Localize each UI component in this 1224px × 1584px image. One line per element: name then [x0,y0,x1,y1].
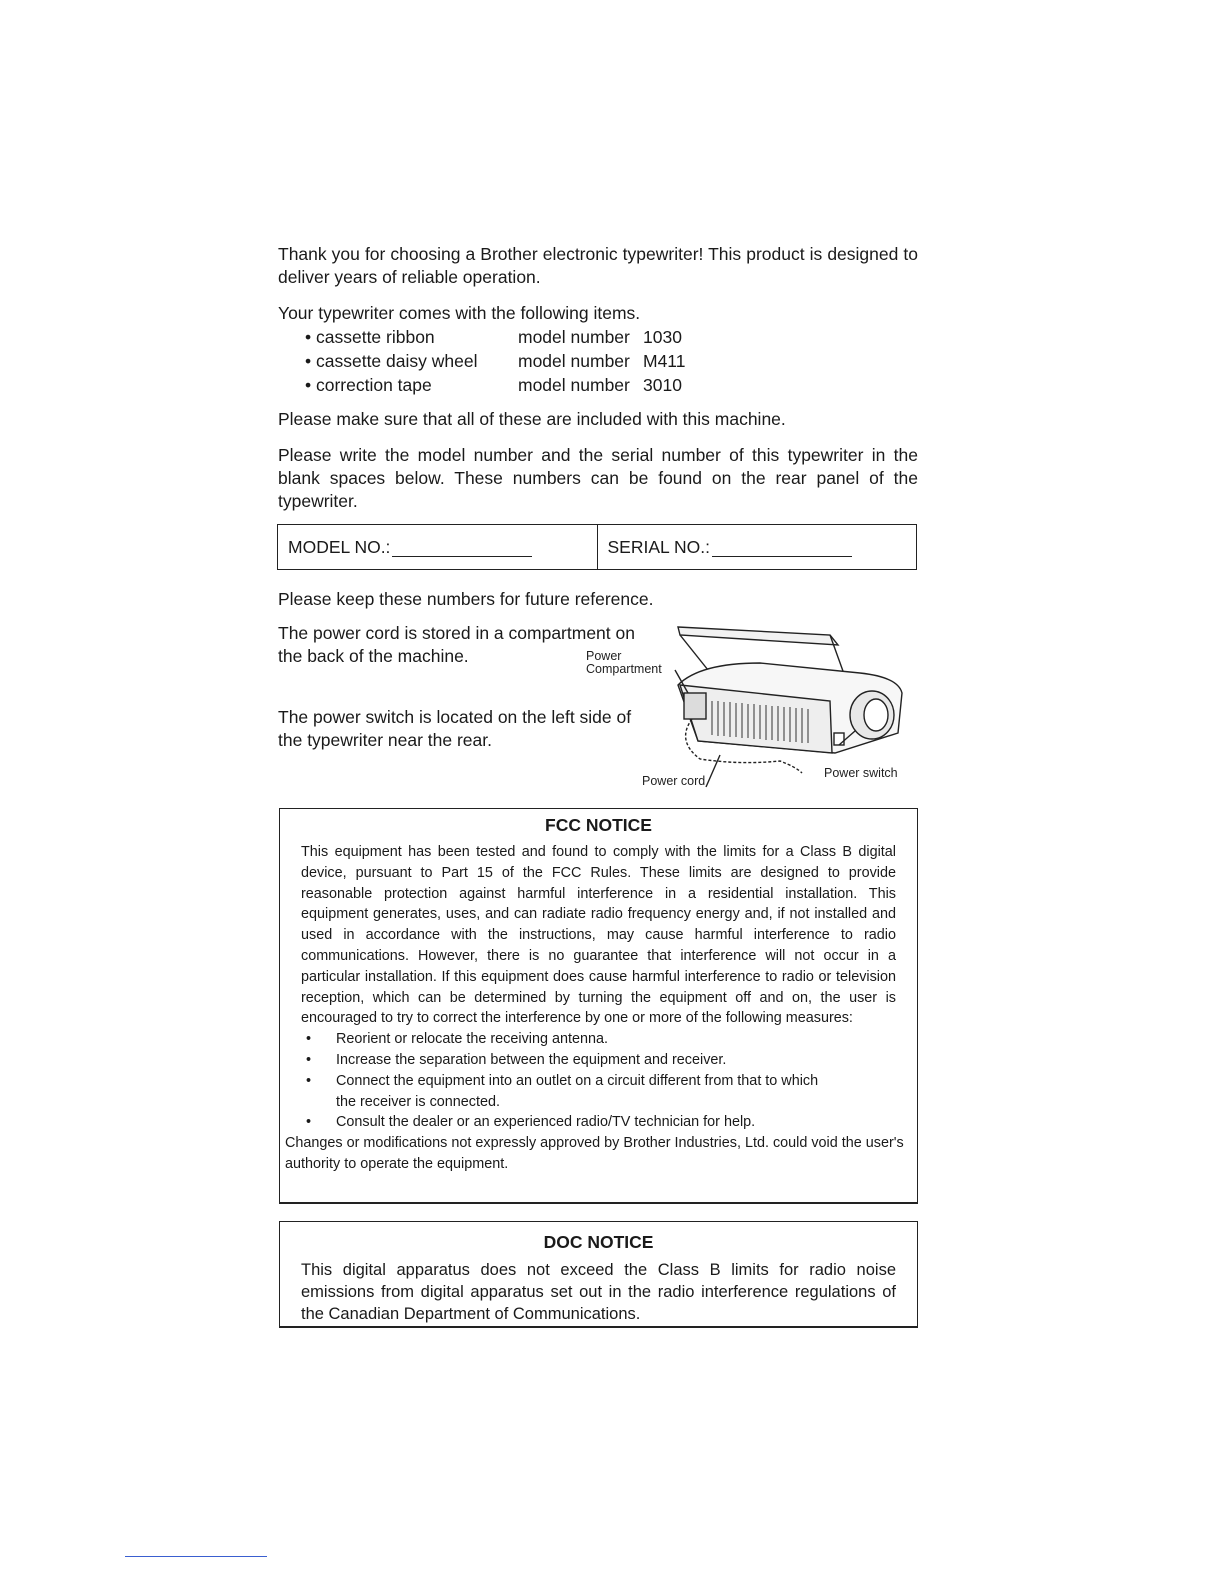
doc-notice-title: DOC NOTICE [543,1232,654,1252]
fcc-notice-body: This equipment has been tested and found to comply with the limits for a Class B digital device, pursuant to Part 15 of the FCC Rules. These limits are designed to provide reasonable protection against harmful interference in a residential installation. This equipment generates, uses, and can radiate radio frequency energy and, if not installed and used in accordance with the instructions, may cause harmful interference to radio communications. However, there is no guarantee that interference will not occur in a particular installation. If this equipment does cause harmful interference to radio or television reception, which can be determined by turning the equipment off and on, the user is encouraged to try to correct the interference by one or more of the following measures: [301,844,896,1027]
check-items-paragraph: Please make sure that all of these are included with this machine. [278,409,786,429]
keep-numbers-paragraph: Please keep these numbers for future reference. [278,589,654,609]
write-numbers-paragraph: Please write the model number and the serial number of this typewriter in the blank spaces below. These numbers can be found on the rear panel of the typewriter. [278,445,918,511]
model-number-label: MODEL NO.: [288,536,391,557]
power-compartment-label [586,650,662,676]
list-item [305,325,685,349]
item-model-number: M411 [643,351,686,371]
intro-paragraph: Thank you for choosing a Brother electronic typewriter! This product is designed to deliver years of reliable operation. [278,244,918,287]
fcc-closing-text: Changes or modifications not expressly approved by Brother Industries, Ltd. could void the user's authority to operate the equipment. [285,1135,904,1172]
list-item: • Consult the dealer or an experienced radio/TV technician for help. [306,1112,836,1133]
fcc-measures-list [280,1029,917,1133]
model-number-field[interactable] [278,525,597,569]
doc-notice-box [279,1221,918,1328]
item-name: • correction tape [305,375,432,395]
list-item [305,349,685,373]
model-number-blank [392,538,532,557]
item-name: • cassette daisy wheel [305,351,478,371]
footnote-rule [125,1556,267,1557]
fcc-notice-title: FCC NOTICE [545,815,652,835]
list-item: • Connect the equipment into an outlet on a circuit different from that to which the receiver is connected. [306,1071,836,1113]
serial-number-blank [712,538,852,557]
doc-notice-body: This digital apparatus does not exceed the Class B limits for radio noise emissions from digital apparatus set out in the radio interference regulations of the Canadian Department of Communications. [301,1261,896,1323]
item-model-number: 1030 [643,327,682,347]
list-item: • Increase the separation between the equipment and receiver. [306,1050,836,1071]
power-compartment-label-line1: Power [586,649,622,663]
list-item [305,373,685,397]
serial-number-field[interactable] [597,525,917,569]
registration-box [277,524,917,570]
power-cord-paragraph: The power cord is stored in a compartment on the back of the machine. [278,623,635,666]
serial-number-label: SERIAL NO.: [607,536,710,557]
fcc-notice-box [279,808,918,1204]
item-model-label: model number [518,351,630,371]
power-cord-label: Power cord [642,774,706,788]
list-item: • Reorient or relocate the receiving antenna. [306,1029,836,1050]
item-model-label: model number [518,375,630,395]
item-model-label: model number [518,327,630,347]
power-compartment-label-line2: Compartment [586,662,662,676]
items-intro: Your typewriter comes with the following items. [278,303,641,323]
item-name: • cassette ribbon [305,327,435,347]
item-model-number: 3010 [643,375,682,395]
power-switch-paragraph: The power switch is located on the left side of the typewriter near the rear. [278,707,632,750]
included-items-list [305,325,685,397]
power-switch-label: Power switch [824,766,898,780]
